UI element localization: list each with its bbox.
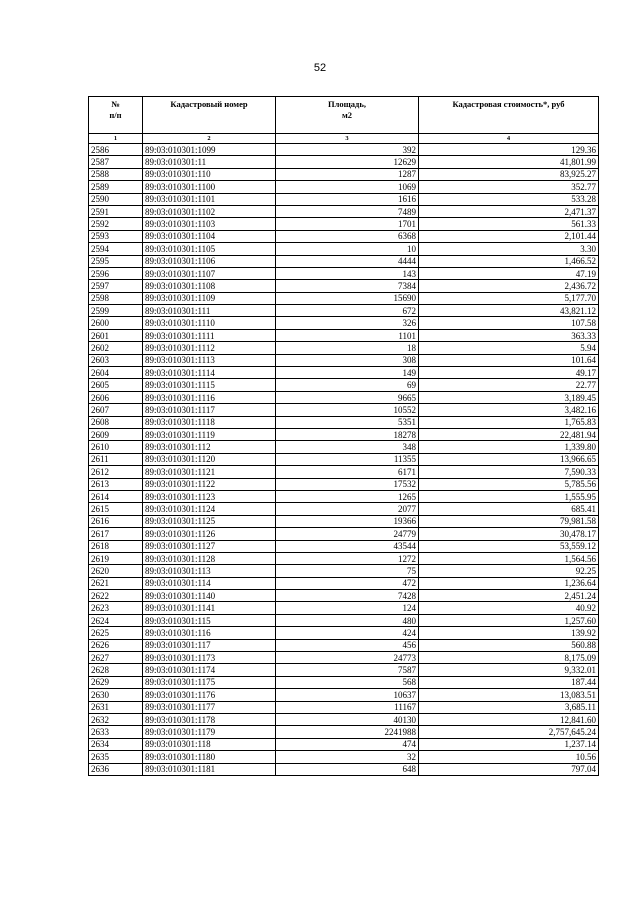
cost-cell: 561.33: [419, 218, 599, 230]
cadastral-number-cell: 89:03:010301:112: [143, 441, 276, 453]
area-cell: 9665: [276, 391, 419, 403]
row-number-cell: 2610: [89, 441, 143, 453]
row-number-cell: 2599: [89, 305, 143, 317]
area-cell: 1101: [276, 329, 419, 341]
table-row: [89, 367, 599, 379]
row-number-cell: 2617: [89, 528, 143, 540]
area-cell: 10: [276, 243, 419, 255]
cadastral-number-cell: 89:03:010301:1099: [143, 144, 276, 156]
cadastral-number-cell: 89:03:010301:1174: [143, 664, 276, 676]
table-row: [89, 218, 599, 230]
cadastral-number-cell: 89:03:010301:1140: [143, 590, 276, 602]
row-number-cell: 2611: [89, 453, 143, 465]
area-cell: 7428: [276, 590, 419, 602]
table-header: [89, 97, 599, 144]
area-cell: 43544: [276, 540, 419, 552]
row-number-cell: 2607: [89, 404, 143, 416]
table-row: [89, 354, 599, 366]
cadastral-number-cell: 89:03:010301:113: [143, 565, 276, 577]
table-row: [89, 713, 599, 725]
row-number-cell: 2629: [89, 676, 143, 688]
area-cell: 1616: [276, 193, 419, 205]
table-row: [89, 391, 599, 403]
row-number-cell: 2590: [89, 193, 143, 205]
table-body: [89, 144, 599, 776]
cadastral-number-cell: 89:03:010301:1109: [143, 292, 276, 304]
area-cell: 15690: [276, 292, 419, 304]
area-cell: 6368: [276, 230, 419, 242]
cost-cell: 187.44: [419, 676, 599, 688]
table-row: [89, 689, 599, 701]
cadastral-table: [88, 96, 599, 776]
cadastral-number-cell: 89:03:010301:1121: [143, 466, 276, 478]
table-row: [89, 652, 599, 664]
row-number-cell: 2632: [89, 713, 143, 725]
cadastral-number-cell: 89:03:010301:1126: [143, 528, 276, 540]
row-number-cell: 2627: [89, 652, 143, 664]
cost-cell: 2,471.37: [419, 205, 599, 217]
area-cell: 474: [276, 738, 419, 750]
cadastral-number-cell: 89:03:010301:118: [143, 738, 276, 750]
row-number-cell: 2616: [89, 515, 143, 527]
row-number-cell: 2602: [89, 342, 143, 354]
header-cadastral-cost: Кадастровая стоимость*, руб: [419, 97, 599, 134]
area-cell: 348: [276, 441, 419, 453]
cadastral-number-cell: 89:03:010301:1116: [143, 391, 276, 403]
cost-cell: 83,925.27: [419, 168, 599, 180]
cadastral-number-cell: 89:03:010301:115: [143, 614, 276, 626]
cost-cell: 22.77: [419, 379, 599, 391]
cost-cell: 1,466.52: [419, 255, 599, 267]
table-row: [89, 453, 599, 465]
cost-cell: 2,101.44: [419, 230, 599, 242]
cost-cell: 101.64: [419, 354, 599, 366]
table-row: [89, 478, 599, 490]
table-row: [89, 342, 599, 354]
cadastral-number-cell: 89:03:010301:1122: [143, 478, 276, 490]
row-number-cell: 2598: [89, 292, 143, 304]
cost-cell: 1,555.95: [419, 490, 599, 502]
table-row: [89, 428, 599, 440]
area-cell: 124: [276, 602, 419, 614]
cost-cell: 1,237.14: [419, 738, 599, 750]
table-row: [89, 751, 599, 763]
area-cell: 149: [276, 367, 419, 379]
area-cell: 7587: [276, 664, 419, 676]
column-number: 1: [89, 134, 143, 144]
cost-cell: 129.36: [419, 144, 599, 156]
cost-cell: 12,841.60: [419, 713, 599, 725]
cost-cell: 2,436.72: [419, 280, 599, 292]
table-row: [89, 181, 599, 193]
cadastral-number-cell: 89:03:010301:1173: [143, 652, 276, 664]
row-number-cell: 2623: [89, 602, 143, 614]
cost-cell: 79,981.58: [419, 515, 599, 527]
row-number-cell: 2595: [89, 255, 143, 267]
area-cell: 480: [276, 614, 419, 626]
area-cell: 568: [276, 676, 419, 688]
row-number-cell: 2608: [89, 416, 143, 428]
row-number-cell: 2619: [89, 552, 143, 564]
area-cell: 1069: [276, 181, 419, 193]
column-number: 4: [419, 134, 599, 144]
area-cell: 424: [276, 627, 419, 639]
cadastral-number-cell: 89:03:010301:1128: [143, 552, 276, 564]
row-number-cell: 2618: [89, 540, 143, 552]
area-cell: 143: [276, 267, 419, 279]
cadastral-number-cell: 89:03:010301:1175: [143, 676, 276, 688]
cost-cell: 2,451.24: [419, 590, 599, 602]
area-cell: 24773: [276, 652, 419, 664]
table-row: [89, 156, 599, 168]
row-number-cell: 2615: [89, 503, 143, 515]
cost-cell: 7,590.33: [419, 466, 599, 478]
table-row: [89, 205, 599, 217]
page-number: 52: [313, 62, 327, 74]
cadastral-number-cell: 89:03:010301:1113: [143, 354, 276, 366]
area-cell: 40130: [276, 713, 419, 725]
area-cell: 19366: [276, 515, 419, 527]
table-row: [89, 701, 599, 713]
area-cell: 7489: [276, 205, 419, 217]
row-number-cell: 2634: [89, 738, 143, 750]
table-row: [89, 627, 599, 639]
cadastral-number-cell: 89:03:010301:1125: [143, 515, 276, 527]
cost-cell: 92.25: [419, 565, 599, 577]
table-row: [89, 255, 599, 267]
row-number-cell: 2593: [89, 230, 143, 242]
table-row: [89, 738, 599, 750]
table-row: [89, 528, 599, 540]
cost-cell: 1,257.60: [419, 614, 599, 626]
header-area: Площадь, м2: [276, 97, 419, 134]
table-row: [89, 602, 599, 614]
row-number-cell: 2594: [89, 243, 143, 255]
row-number-cell: 2597: [89, 280, 143, 292]
column-number: 3: [276, 134, 419, 144]
area-cell: 1265: [276, 490, 419, 502]
cost-cell: 41,801.99: [419, 156, 599, 168]
cadastral-number-cell: 89:03:010301:1117: [143, 404, 276, 416]
cadastral-number-cell: 89:03:010301:1111: [143, 329, 276, 341]
row-number-cell: 2603: [89, 354, 143, 366]
table-row: [89, 230, 599, 242]
cost-cell: 49.17: [419, 367, 599, 379]
area-cell: 17532: [276, 478, 419, 490]
area-cell: 10637: [276, 689, 419, 701]
row-number-cell: 2592: [89, 218, 143, 230]
cost-cell: 1,236.64: [419, 577, 599, 589]
cost-cell: 30,478.17: [419, 528, 599, 540]
cost-cell: 9,332.01: [419, 664, 599, 676]
cost-cell: 352.77: [419, 181, 599, 193]
row-number-cell: 2621: [89, 577, 143, 589]
row-number-cell: 2624: [89, 614, 143, 626]
cost-cell: 47.19: [419, 267, 599, 279]
table-row: [89, 490, 599, 502]
table-row: [89, 540, 599, 552]
area-cell: 1287: [276, 168, 419, 180]
cadastral-number-cell: 89:03:010301:11: [143, 156, 276, 168]
area-cell: 75: [276, 565, 419, 577]
table-row: [89, 243, 599, 255]
row-number-cell: 2630: [89, 689, 143, 701]
cost-cell: 3,685.11: [419, 701, 599, 713]
table-row: [89, 639, 599, 651]
table-row: [89, 763, 599, 775]
cadastral-number-cell: 89:03:010301:1103: [143, 218, 276, 230]
area-cell: 392: [276, 144, 419, 156]
table-row: [89, 676, 599, 688]
table-row: [89, 466, 599, 478]
cadastral-number-cell: 89:03:010301:1115: [143, 379, 276, 391]
cost-cell: 8,175.09: [419, 652, 599, 664]
table-row: [89, 379, 599, 391]
cadastral-number-cell: 89:03:010301:116: [143, 627, 276, 639]
table-row: [89, 317, 599, 329]
cadastral-number-cell: 89:03:010301:1106: [143, 255, 276, 267]
cadastral-number-cell: 89:03:010301:1102: [143, 205, 276, 217]
cadastral-number-cell: 89:03:010301:1180: [143, 751, 276, 763]
area-cell: 1272: [276, 552, 419, 564]
area-cell: 5351: [276, 416, 419, 428]
cadastral-number-cell: 89:03:010301:1104: [143, 230, 276, 242]
cost-cell: 3,482.16: [419, 404, 599, 416]
row-number-cell: 2612: [89, 466, 143, 478]
area-cell: 32: [276, 751, 419, 763]
row-number-cell: 2622: [89, 590, 143, 602]
area-cell: 1701: [276, 218, 419, 230]
row-number-cell: 2601: [89, 329, 143, 341]
table-row: [89, 552, 599, 564]
cost-cell: 139.92: [419, 627, 599, 639]
cost-cell: 533.28: [419, 193, 599, 205]
area-cell: 326: [276, 317, 419, 329]
table-row: [89, 292, 599, 304]
table-row: [89, 305, 599, 317]
row-number-cell: 2596: [89, 267, 143, 279]
row-number-cell: 2589: [89, 181, 143, 193]
cadastral-number-cell: 89:03:010301:111: [143, 305, 276, 317]
cadastral-number-cell: 89:03:010301:1120: [143, 453, 276, 465]
area-cell: 7384: [276, 280, 419, 292]
cost-cell: 10.56: [419, 751, 599, 763]
table-row: [89, 726, 599, 738]
cadastral-number-cell: 89:03:010301:1119: [143, 428, 276, 440]
cost-cell: 5,177.70: [419, 292, 599, 304]
cadastral-number-cell: 89:03:010301:1110: [143, 317, 276, 329]
row-number-cell: 2604: [89, 367, 143, 379]
area-cell: 2077: [276, 503, 419, 515]
row-number-cell: 2591: [89, 205, 143, 217]
cadastral-number-cell: 89:03:010301:1107: [143, 267, 276, 279]
column-numbers-row: [89, 134, 599, 144]
cost-cell: 1,564.56: [419, 552, 599, 564]
table-row: [89, 577, 599, 589]
area-cell: 456: [276, 639, 419, 651]
area-cell: 69: [276, 379, 419, 391]
cost-cell: 5.94: [419, 342, 599, 354]
cost-cell: 13,966.65: [419, 453, 599, 465]
row-number-cell: 2626: [89, 639, 143, 651]
header-cadastral-number: Кадастровый номер: [143, 97, 276, 134]
table-row: [89, 664, 599, 676]
cadastral-number-cell: 89:03:010301:1123: [143, 490, 276, 502]
cadastral-number-cell: 89:03:010301:1101: [143, 193, 276, 205]
table-row: [89, 614, 599, 626]
area-cell: 18: [276, 342, 419, 354]
cost-cell: 797.04: [419, 763, 599, 775]
cadastral-number-cell: 89:03:010301:1179: [143, 726, 276, 738]
cost-cell: 43,821.12: [419, 305, 599, 317]
cadastral-number-cell: 89:03:010301:1178: [143, 713, 276, 725]
table-row: [89, 503, 599, 515]
cost-cell: 22,481.94: [419, 428, 599, 440]
cadastral-number-cell: 89:03:010301:1108: [143, 280, 276, 292]
cadastral-number-cell: 89:03:010301:1124: [143, 503, 276, 515]
row-number-cell: 2631: [89, 701, 143, 713]
row-number-cell: 2614: [89, 490, 143, 502]
cost-cell: 1,765.83: [419, 416, 599, 428]
table-row: [89, 168, 599, 180]
column-number: 2: [143, 134, 276, 144]
table-row: [89, 441, 599, 453]
row-number-cell: 2613: [89, 478, 143, 490]
table-row: [89, 193, 599, 205]
row-number-cell: 2635: [89, 751, 143, 763]
row-number-cell: 2587: [89, 156, 143, 168]
cost-cell: 53,559.12: [419, 540, 599, 552]
cadastral-number-cell: 89:03:010301:1176: [143, 689, 276, 701]
row-number-cell: 2620: [89, 565, 143, 577]
cost-cell: 685.41: [419, 503, 599, 515]
cost-cell: 5,785.56: [419, 478, 599, 490]
table-row: [89, 565, 599, 577]
cadastral-number-cell: 89:03:010301:1105: [143, 243, 276, 255]
row-number-cell: 2633: [89, 726, 143, 738]
cadastral-number-cell: 89:03:010301:1114: [143, 367, 276, 379]
area-cell: 308: [276, 354, 419, 366]
cost-cell: 3.30: [419, 243, 599, 255]
cost-cell: 2,757,645.24: [419, 726, 599, 738]
cadastral-number-cell: 89:03:010301:1141: [143, 602, 276, 614]
table-row: [89, 404, 599, 416]
row-number-cell: 2625: [89, 627, 143, 639]
cadastral-number-cell: 89:03:010301:1181: [143, 763, 276, 775]
cost-cell: 3,189.45: [419, 391, 599, 403]
cadastral-number-cell: 89:03:010301:1100: [143, 181, 276, 193]
row-number-cell: 2600: [89, 317, 143, 329]
area-cell: 6171: [276, 466, 419, 478]
area-cell: 18278: [276, 428, 419, 440]
cadastral-number-cell: 89:03:010301:1118: [143, 416, 276, 428]
cost-cell: 363.33: [419, 329, 599, 341]
cadastral-number-cell: 89:03:010301:1112: [143, 342, 276, 354]
table-row: [89, 329, 599, 341]
row-number-cell: 2636: [89, 763, 143, 775]
row-number-cell: 2586: [89, 144, 143, 156]
area-cell: 10552: [276, 404, 419, 416]
row-number-cell: 2606: [89, 391, 143, 403]
table-row: [89, 267, 599, 279]
table-row: [89, 590, 599, 602]
cost-cell: 560.88: [419, 639, 599, 651]
table-row: [89, 280, 599, 292]
row-number-cell: 2609: [89, 428, 143, 440]
cadastral-number-cell: 89:03:010301:1127: [143, 540, 276, 552]
cost-cell: 13,083.51: [419, 689, 599, 701]
table-row: [89, 515, 599, 527]
area-cell: 11167: [276, 701, 419, 713]
cadastral-number-cell: 89:03:010301:114: [143, 577, 276, 589]
cost-cell: 107.58: [419, 317, 599, 329]
row-number-cell: 2628: [89, 664, 143, 676]
area-cell: 11355: [276, 453, 419, 465]
cost-cell: 40.92: [419, 602, 599, 614]
area-cell: 672: [276, 305, 419, 317]
area-cell: 24779: [276, 528, 419, 540]
cost-cell: 1,339.80: [419, 441, 599, 453]
table-row: [89, 144, 599, 156]
cadastral-number-cell: 89:03:010301:110: [143, 168, 276, 180]
row-number-cell: 2605: [89, 379, 143, 391]
cadastral-number-cell: 89:03:010301:1177: [143, 701, 276, 713]
cadastral-number-cell: 89:03:010301:117: [143, 639, 276, 651]
row-number-cell: 2588: [89, 168, 143, 180]
area-cell: 12629: [276, 156, 419, 168]
area-cell: 4444: [276, 255, 419, 267]
area-cell: 648: [276, 763, 419, 775]
table-row: [89, 416, 599, 428]
area-cell: 2241988: [276, 726, 419, 738]
area-cell: 472: [276, 577, 419, 589]
header-row-number: № п/п: [89, 97, 143, 134]
